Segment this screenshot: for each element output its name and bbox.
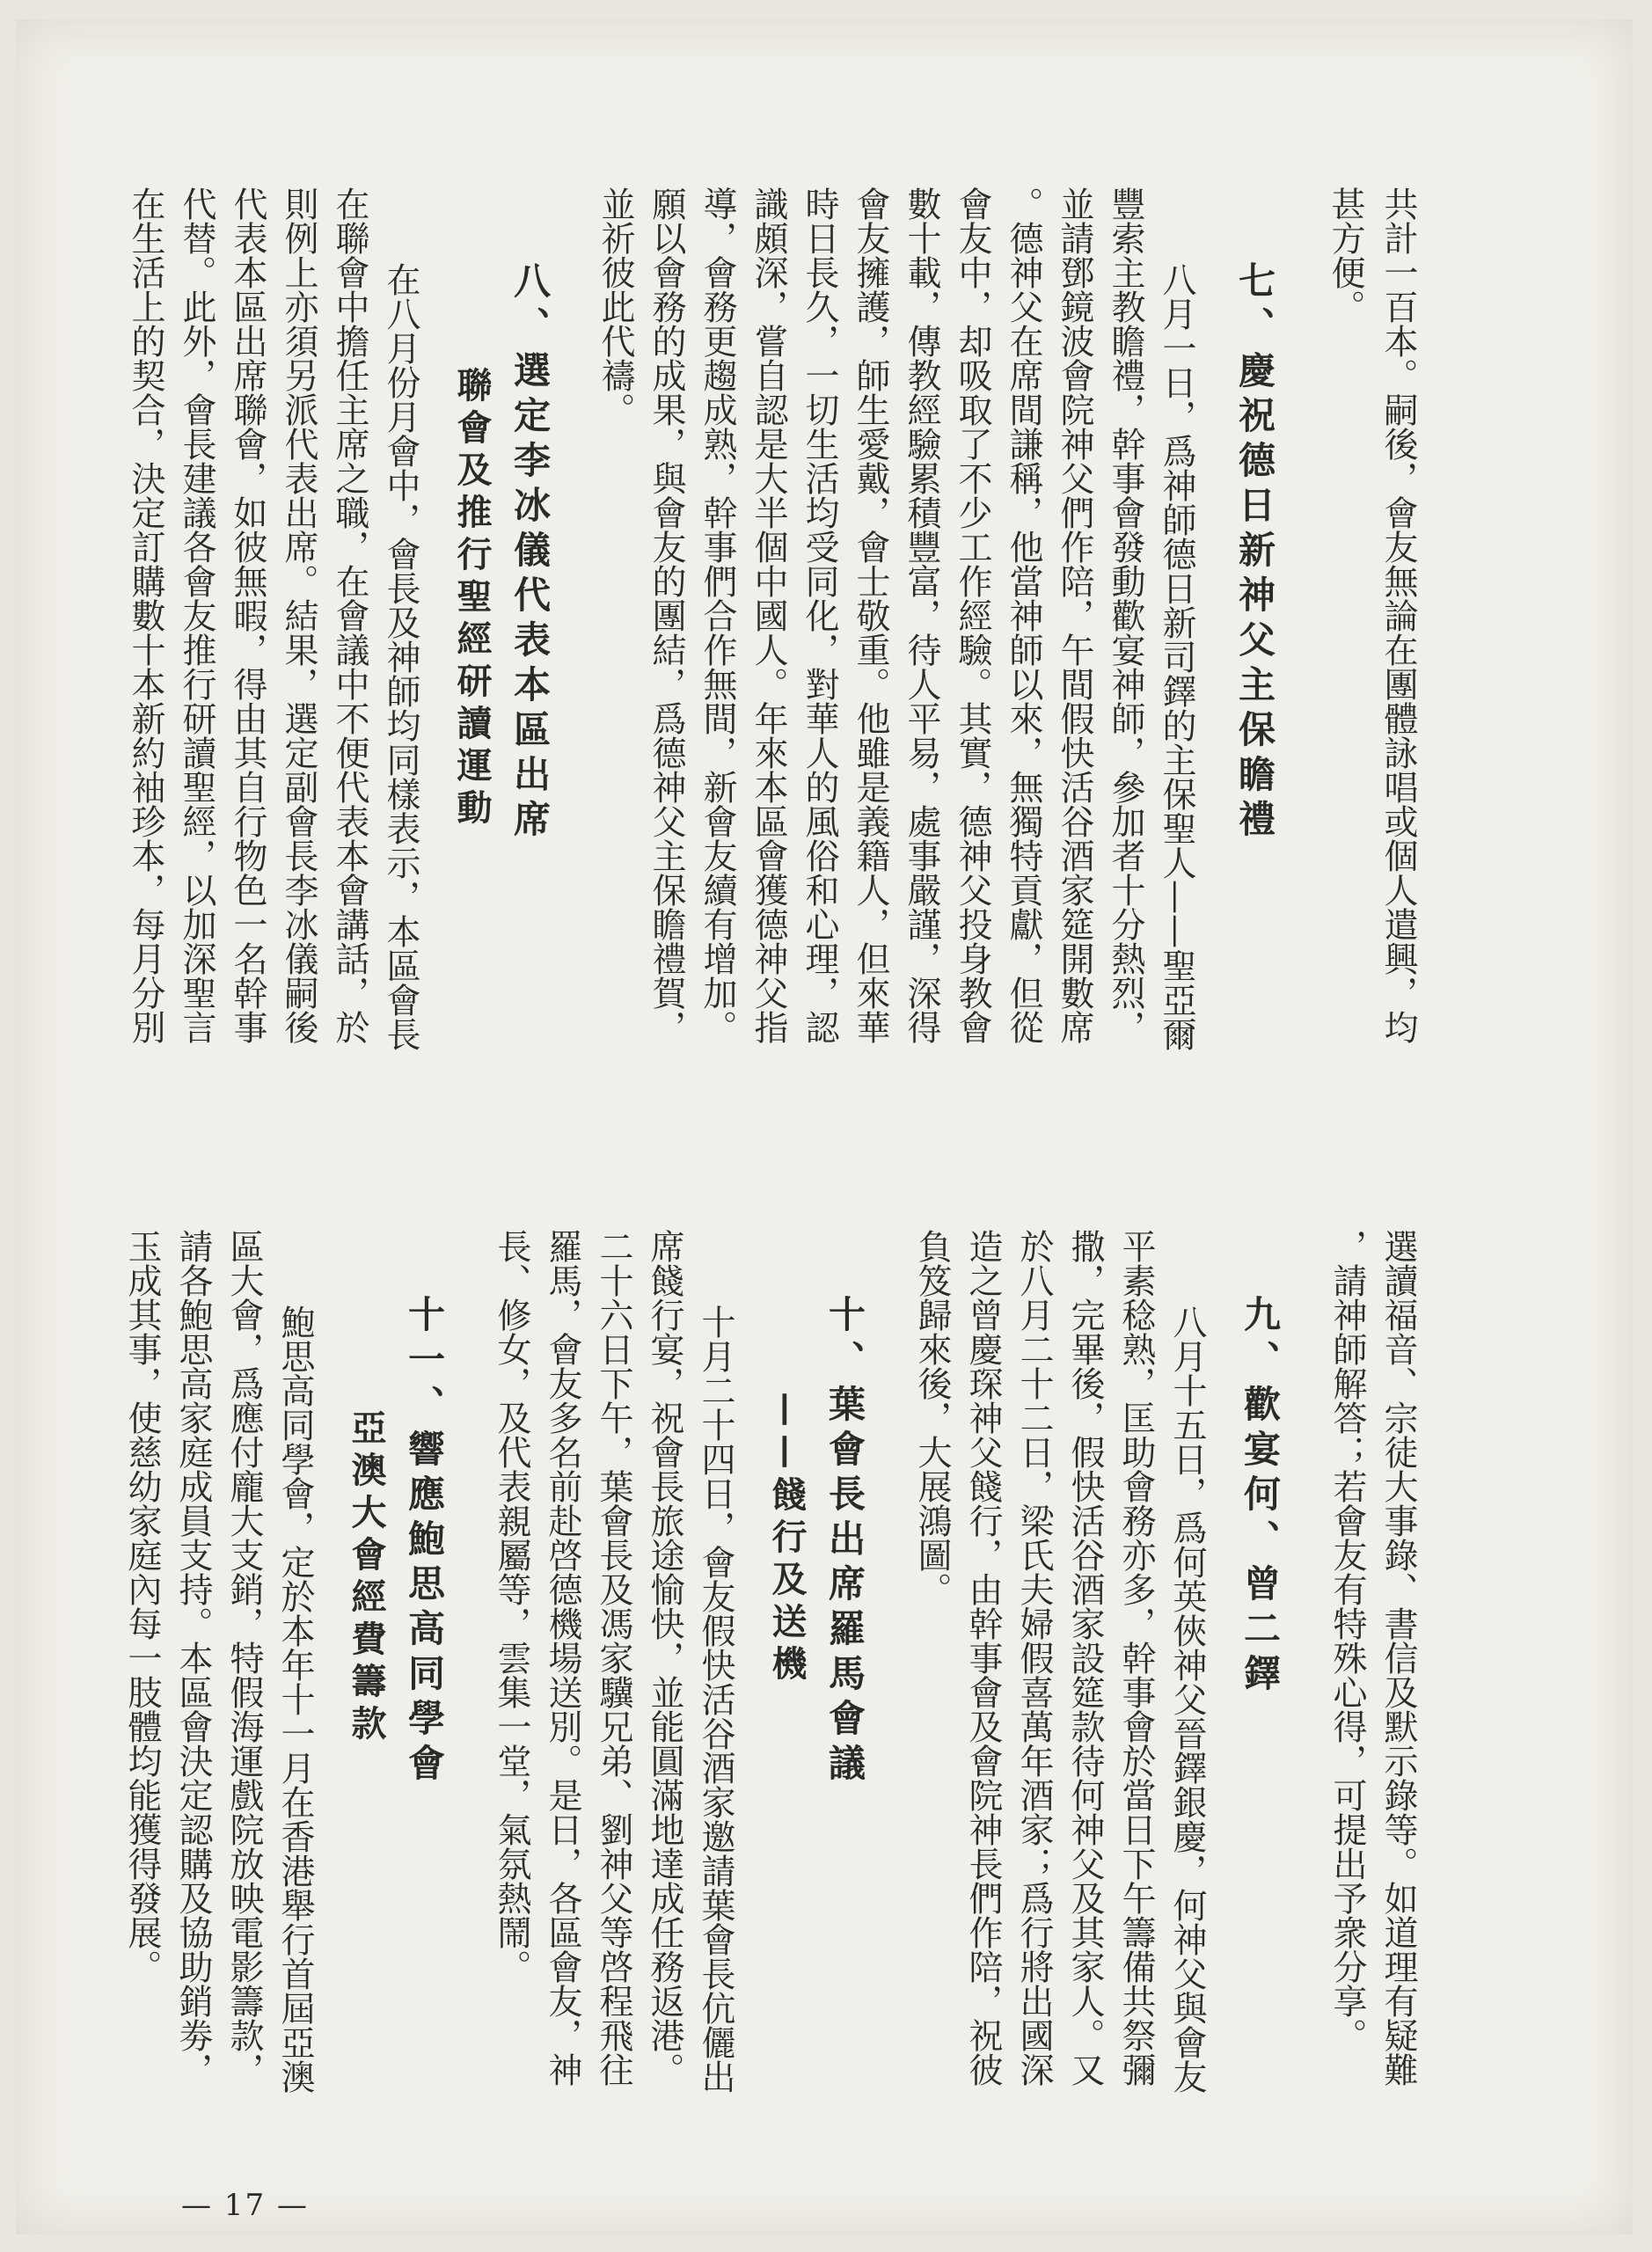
section-9-title: 九、歡宴何、曾二鐸 bbox=[1239, 1295, 1282, 1699]
s7-line-4: 。德神父在席間謙稱，他當神師以來，無獨特貢獻，但從 bbox=[1004, 186, 1043, 1044]
s7-line-3: 並請鄧鏡波會院神父們作陪，午間假快活谷酒家筵開數席 bbox=[1055, 186, 1094, 1044]
s9-line-5: 造之曾慶琛神父餞行，由幹事會及會院神長們作陪，祝彼 bbox=[963, 1229, 1003, 2087]
section-11-title: 十一、響應鮑思高同學會 bbox=[403, 1295, 446, 1788]
s7-line-12: 並祈彼此代禱。 bbox=[596, 186, 635, 427]
s7-line-2: 豐索主教瞻禮，幹事會發動歡宴神師，參加者十分熱烈， bbox=[1106, 186, 1145, 1044]
section-8-subtitle: 聯會及推行聖經研讀運動 bbox=[451, 367, 493, 831]
section-10-subtitle: ——餞行及送機 bbox=[766, 1392, 808, 1687]
s7-line-1: 八月一日，爲神師德日新司鐸的主保聖人——聖亞爾 bbox=[1157, 261, 1196, 1051]
s8-line-6: 在生活上的契合，決定訂購數十本新約袖珍本，每月分別 bbox=[126, 186, 165, 1044]
s7-line-7: 會友擁護，師生愛戴，會士敬重。他雖是義籍人，但來華 bbox=[851, 186, 890, 1044]
s11-line-2: 區大會，爲應付龐大支銷，特假海運戲院放映電影籌款， bbox=[224, 1229, 264, 2087]
cont-line-2: ，請神師解答；若會友有特殊心得，可提出予衆分享。 bbox=[1327, 1229, 1367, 2052]
s8-line-1: 在八月份月會中，會長及神師均同樣表示，本區會長 bbox=[381, 261, 420, 1051]
s7-line-6: 數十載，傳教經驗累積豐富，待人平易，處事嚴謹，深得 bbox=[902, 186, 941, 1044]
cont-line-1: 選讀福音、宗徒大事錄、書信及默示錄等。如道理有疑難 bbox=[1378, 1229, 1418, 2087]
page-number: — 17 — bbox=[181, 2188, 309, 2223]
s10-line-1: 十月二十四日，會友假快活谷酒家邀請葉會長伉儷出 bbox=[696, 1304, 735, 2094]
s9-line-1: 八月十五日，爲何英俠神父晉鐸銀慶，何神父與會友 bbox=[1167, 1304, 1207, 2094]
s8-line-4: 代表本區出席聯會，如彼無暇，得由其自行物色一名幹事 bbox=[228, 186, 267, 1044]
s7-line-5: 會友中，却吸取了不少工作經驗。其實，德神父投身教會 bbox=[953, 186, 992, 1044]
s7-line-8: 時日長久，一切生活均受同化，對華人的風俗和心理，認 bbox=[800, 186, 839, 1044]
s9-line-4: 於八月二十二日，梁氏夫婦假喜萬年酒家；爲行將出國深 bbox=[1014, 1229, 1054, 2087]
s7-line-10: 導，會務更趨成熟，幹事們合作無間，新會友續有增加。 bbox=[698, 186, 737, 1044]
lower-section bbox=[116, 1229, 1423, 2094]
s7-line-11: 願以會務的成果，與會友的團結，爲德神父主保瞻禮賀， bbox=[647, 186, 686, 1044]
s11-line-4: 玉成其事，使慈幼家庭內每一肢體均能獲得發展。 bbox=[122, 1229, 162, 1984]
s10-line-2: 席餞行宴，祝會長旅途愉快，並能圓滿地達成任務返港。 bbox=[645, 1229, 684, 2087]
intro-line-2: 甚方便。 bbox=[1326, 186, 1365, 324]
section-11-subtitle: 亞澳大會經費籌款 bbox=[346, 1409, 387, 1747]
s8-line-2: 在聯會中擔任主席之職，在會議中不便代表本會講話，於 bbox=[330, 186, 369, 1044]
s11-line-3: 請各鮑思高家庭成員支持。本區會決定認購及協助銷劵， bbox=[173, 1229, 213, 2087]
section-8-title: 八、選定李冰儀代表本區出席 bbox=[508, 261, 552, 844]
upper-section bbox=[120, 186, 1423, 1051]
s10-line-5: 長、修女，及代表親屬等，雲集一堂，氣氛熱鬧。 bbox=[492, 1229, 531, 1984]
section-7-title: 七、慶祝德日新神父主保瞻禮 bbox=[1233, 261, 1276, 844]
s10-line-4: 羅馬，會友多名前赴啓德機場送別。是日，各區會友，神 bbox=[543, 1229, 582, 2087]
s7-line-9: 識頗深，嘗自認是大半個中國人。年來本區會獲德神父指 bbox=[749, 186, 788, 1044]
s11-line-1: 鮑思高同學會，定於本年十一月在香港舉行首屆亞澳 bbox=[275, 1304, 315, 2094]
s9-line-6: 負笈歸來後，大展鴻圖。 bbox=[912, 1229, 952, 1606]
section-10-title: 十、葉會長出席羅馬會議 bbox=[823, 1295, 866, 1788]
s8-line-3: 則例上亦須另派代表出席。結果，選定副會長李冰儀嗣後 bbox=[279, 186, 318, 1044]
s10-line-3: 二十六日下午，葉會長及馮家驥兄弟、劉神父等啓程飛往 bbox=[594, 1229, 633, 2087]
page bbox=[16, 19, 1633, 2234]
intro-line-1: 共計一百本。嗣後，會友無論在團體詠唱或個人遣興，均 bbox=[1378, 186, 1418, 1044]
s9-line-3: 撒，完畢後，假快活谷酒家設筵款待何神父及其家人。又 bbox=[1065, 1229, 1105, 2087]
s8-line-5: 代替。此外，會長建議各會友推行研讀聖經，以加深聖言 bbox=[177, 186, 216, 1044]
s9-line-2: 平素稔熟，匡助會務亦多，幹事會於當日下午籌備共祭彌 bbox=[1116, 1229, 1156, 2087]
